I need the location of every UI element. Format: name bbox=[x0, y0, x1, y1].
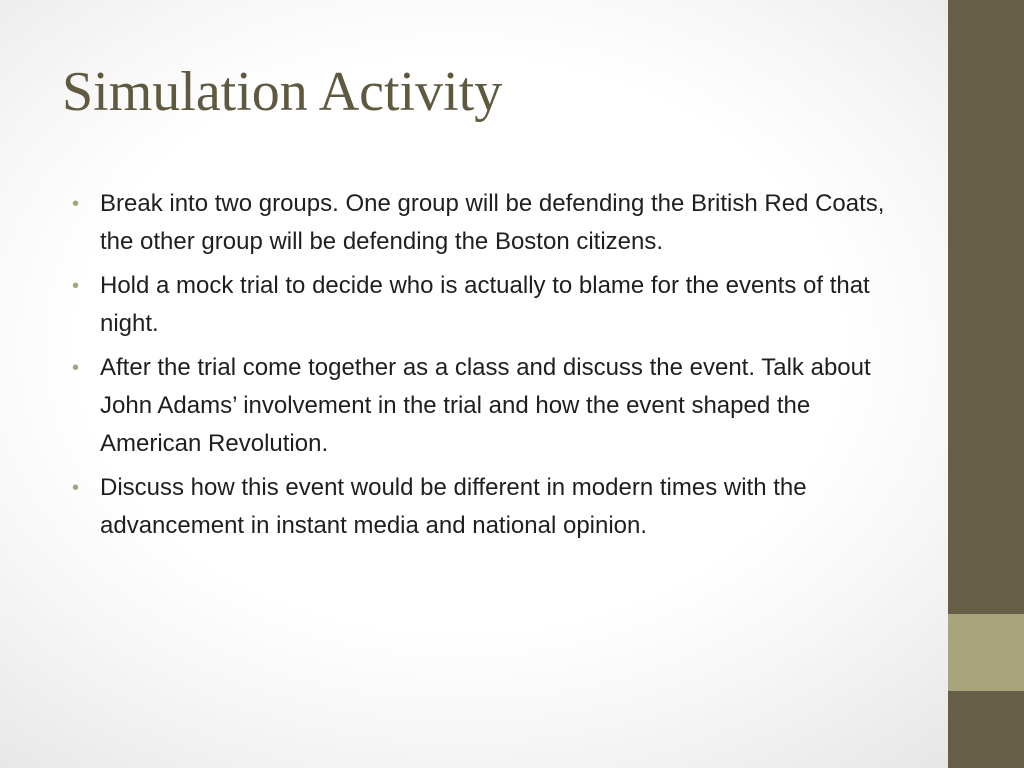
bullet-item bbox=[72, 469, 902, 545]
bullet-list bbox=[72, 185, 902, 551]
bullet-text: Hold a mock trial to decide who is actually to blame for the events of that night. bbox=[100, 272, 870, 337]
bullet-item bbox=[72, 185, 902, 261]
bullet-dot-icon: • bbox=[72, 193, 80, 215]
decorative-side-accent bbox=[948, 614, 1024, 691]
bullet-text: Discuss how this event would be different in modern times with the advancement in instant media and national opinion. bbox=[100, 474, 807, 539]
bullet-text: After the trial come together as a class and discuss the event. Talk about John Adams’ involvement in the trial and how the event shaped the American Revolution. bbox=[100, 354, 871, 457]
bullet-dot-icon: • bbox=[72, 275, 80, 297]
bullet-dot-icon: • bbox=[72, 357, 80, 379]
bullet-text: Break into two groups. One group will be defending the British Red Coats, the other group will be defending the Boston citizens. bbox=[100, 190, 885, 255]
bullet-dot-icon: • bbox=[72, 477, 80, 499]
bullet-item bbox=[72, 267, 902, 343]
slide-title: Simulation Activity bbox=[62, 61, 503, 123]
bullet-item bbox=[72, 349, 902, 463]
